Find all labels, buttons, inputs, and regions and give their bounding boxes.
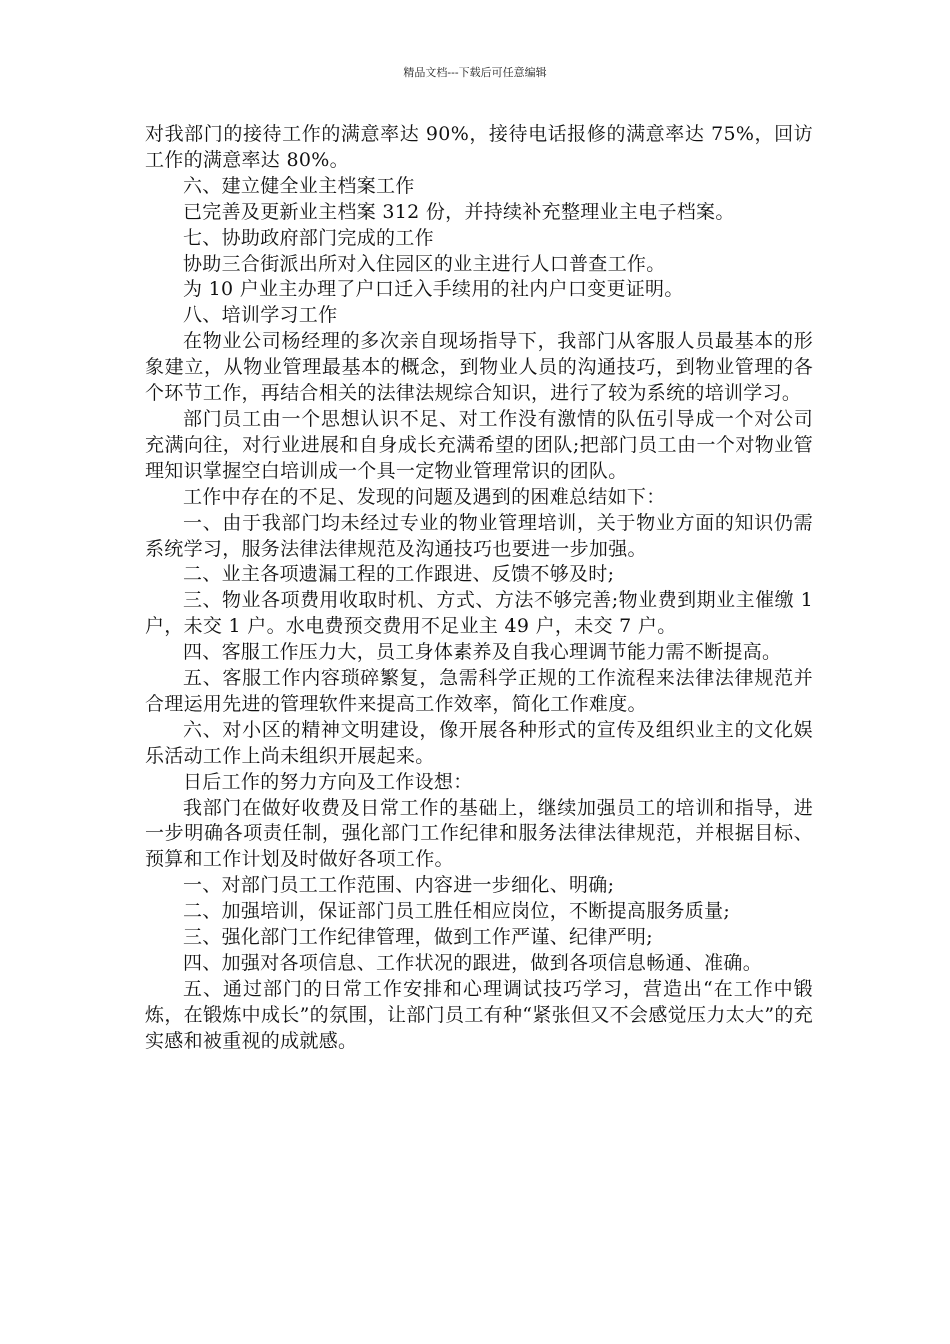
- section-heading: 八、培训学习工作: [183, 304, 338, 327]
- page-header: 精品文档---下载后可任意编辑: [403, 66, 547, 79]
- document-body: [145, 122, 813, 1055]
- list-item: 五、客服工作内容琐碎繁复，急需科学正规的工作流程来法律法律规范并合理运用先进的管理软件来提高工作效率，简化工作难度。: [145, 667, 813, 715]
- list-item: 四、客服工作压力大，员工身体素养及自我心理调节能力需不断提高。: [183, 641, 782, 664]
- paragraph: 日后工作的努力方向及工作设想：: [183, 770, 473, 793]
- paragraph: 对我部门的接待工作的满意率达 90%，接待电话报修的满意率达 75%，回访工作的满意率达 80%。: [145, 123, 813, 171]
- section-heading: 七、协助政府部门完成的工作: [183, 226, 434, 249]
- list-item: 二、加强培训，保证部门员工胜任相应岗位，不断提高服务质量;: [183, 900, 731, 923]
- paragraph: 我部门在做好收费及日常工作的基础上，继续加强员工的培训和指导，进一步明确各项责任制，强化部门工作纪律和服务法律法律规范，并根据目标、预算和工作计划及时做好各项工作。: [145, 796, 813, 871]
- paragraph: 为 10 户业主办理了户口迁入手续用的社内户口变更证明。: [183, 278, 684, 301]
- list-item: 六、对小区的精神文明建设，像开展各种形式的宣传及组织业主的文化娱乐活动工作上尚未组织开展起来。: [145, 718, 813, 767]
- paragraph: 协助三合街派出所对入住园区的业主进行人口普查工作。: [183, 252, 666, 275]
- paragraph: 工作中存在的不足、发现的问题及遇到的困难总结如下：: [183, 485, 666, 508]
- paragraph: 已完善及更新业主档案 312 份，并持续补充整理业主电子档案。: [183, 200, 735, 223]
- list-item: 五、通过部门的日常工作安排和心理调试技巧学习，营造出“在工作中锻炼，在锻炼中成长”的氛围，让部门员工有种“紧张但又不会感觉压力太大”的充实感和被重视的成就感。: [145, 977, 813, 1052]
- paragraph: 部门员工由一个思想认识不足、对工作没有激情的队伍引导成一个对公司充满向往，对行业进展和自身成长充满希望的团队;把部门员工由一个对物业管理知识掌握空白培训成一个具一定物业管理常识的团队。: [145, 407, 813, 482]
- list-item: 三、物业各项费用收取时机、方式、方法不够完善;物业费到期业主催缴 1 户，未交 1 户。水电费预交费用不足业主 49 户，未交 7 户。: [145, 589, 813, 638]
- paragraph: 在物业公司杨经理的多次亲自现场指导下，我部门从客服人员最基本的形象建立，从物业管理最基本的概念，到物业人员的沟通技巧，到物业管理的各个环节工作，再结合相关的法律法规综合知识，进行了较为系统的培训学习。: [145, 330, 813, 405]
- list-item: 一、对部门员工工作范围、内容进一步细化、明确;: [183, 874, 615, 897]
- section-heading: 六、建立健全业主档案工作: [183, 174, 415, 197]
- list-item: 二、业主各项遗漏工程的工作跟进、反馈不够及时;: [183, 563, 615, 586]
- list-item: 一、由于我部门均未经过专业的物业管理培训，关于物业方面的知识仍需系统学习，服务法律法律规范及沟通技巧也要进一步加强。: [145, 511, 813, 560]
- list-item: 四、加强对各项信息、工作状况的跟进，做到各项信息畅通、准确。: [183, 952, 763, 974]
- list-item: 三、强化部门工作纪律管理，做到工作严谨、纪律严明;: [183, 926, 653, 949]
